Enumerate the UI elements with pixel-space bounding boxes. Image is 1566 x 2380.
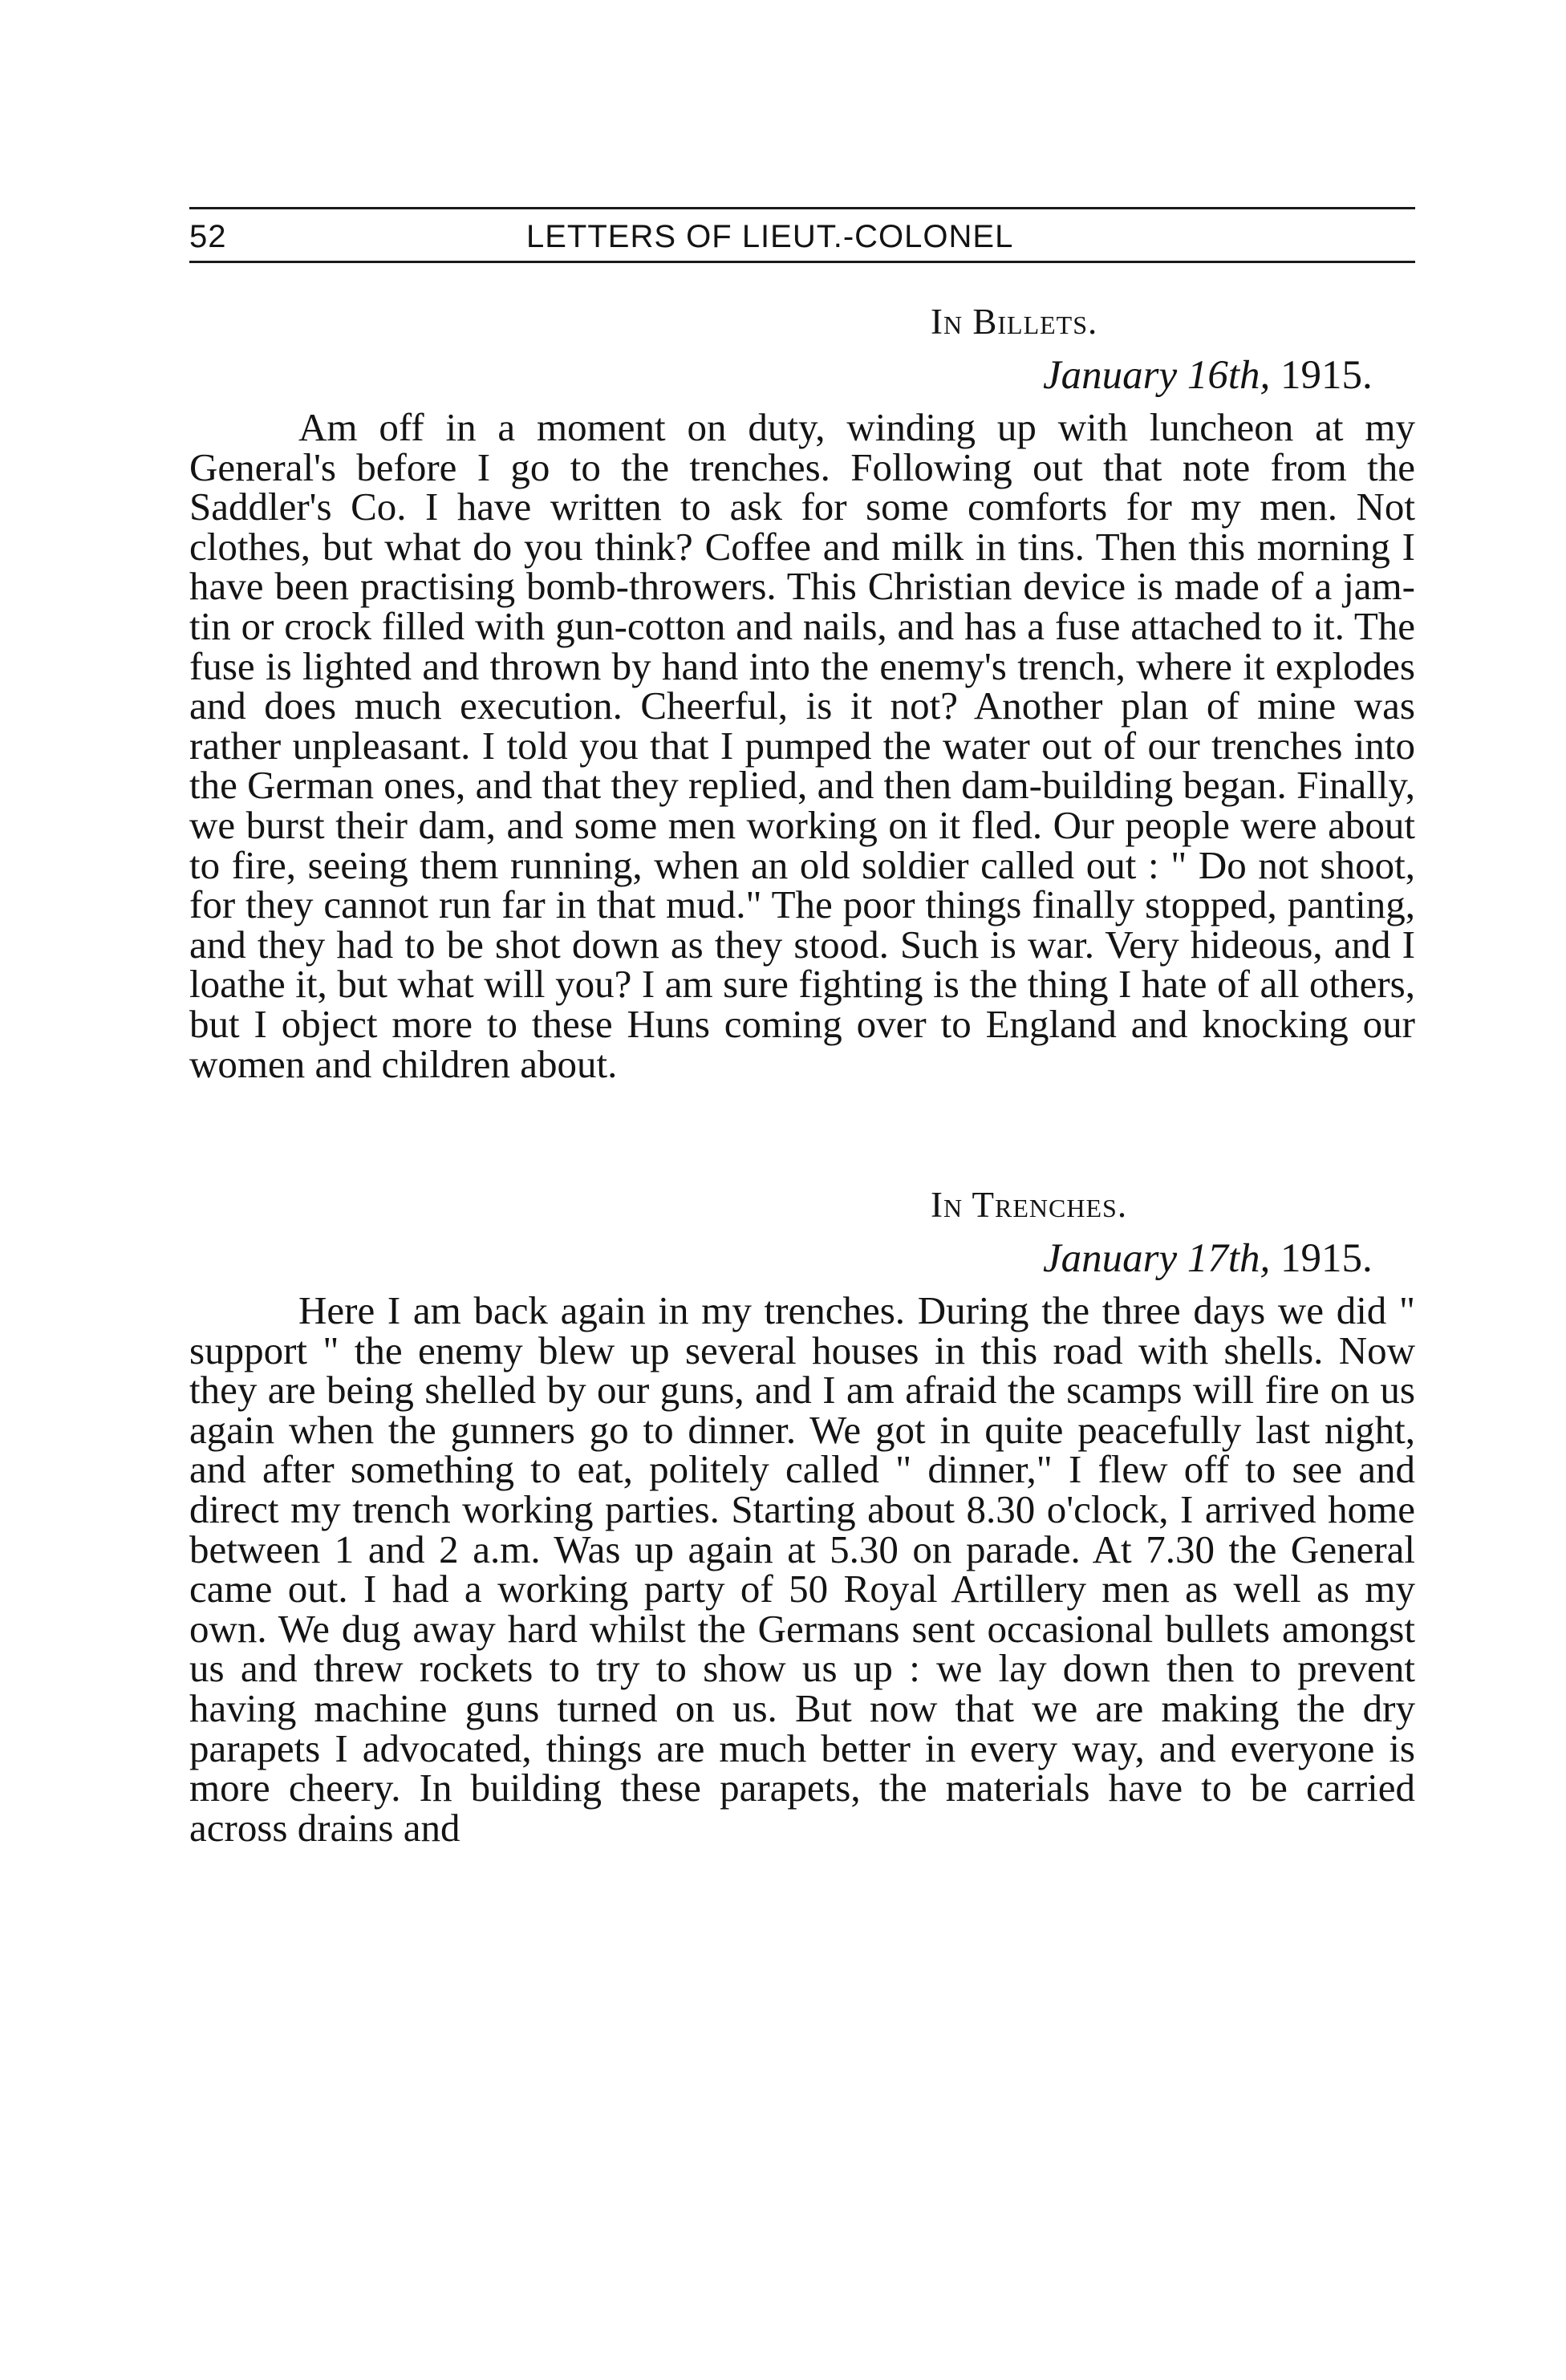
letter-date-year: 1915. bbox=[1270, 353, 1373, 398]
letter-place-heading: In Billets. bbox=[931, 302, 1098, 342]
letter-entry bbox=[189, 298, 1415, 1084]
letter-entry bbox=[189, 1182, 1415, 1850]
letter-date bbox=[1043, 351, 1415, 399]
running-head bbox=[189, 209, 1415, 261]
letter-date-month-day: January 16th, bbox=[1043, 353, 1271, 398]
running-head-title: LETTERS OF LIEUT.-COLONEL bbox=[526, 219, 1014, 254]
letter-date-month-day: January 17th, bbox=[1043, 1236, 1271, 1282]
head-rule bbox=[189, 261, 1415, 263]
letter-body: Here I am back again in my trenches. During the three days we did " support " the enemy blew up several houses in this road with shells. Now they are being shelled by our guns, and I am afraid the scamps will fire on us again when the gunners go to dinner. We got in quite peacefully last night, and after something to eat, politely called " dinner," I flew off to see and direct my trench working parties. Starting about 8.30 o'clock, I arrived home between 1 and 2 a.m. Was up again at 5.30 on parade. At 7.30 the General came out. I had a working party of 50 Royal Artillery men as well as my own. We dug away hard whilst the Germans sent occasional bullets amongst us and threw rockets to try to show us up : we lay down then to prevent having machine guns turned on us. But now that we are making the dry parapets I advocated, things are much better in every way, and everyone is more cheery. In building these parapets, the materials have to be carried across drains and bbox=[189, 1288, 1415, 1850]
page-number: 52 bbox=[189, 219, 227, 254]
letter-body: Am off in a moment on duty, winding up with luncheon at my General's before I go to the trenches. Following out that note from the Saddler's Co. I have written to ask for some comforts for my men. Not clothes, but what do you think? Coffee and milk in tins. Then this morning I have been practising bomb-throwers. This Christian device is made of a jam-tin or crock filled with gun-cotton and nails, and has a fuse attached to it. The fuse is lighted and thrown by hand into the enemy's trench, where it explodes and does much execution. Cheerful, is it not? Another plan of mine was rather unpleasant. I told you that I pumped the water out of our trenches into the German ones, and that they replied, and then dam-building began. Finally, we burst their dam, and some men working on it fled. Our people were about to fire, seeing them running, when an old soldier called out : " Do not shoot, for they cannot run far in that mud." The poor things finally stopped, panting, and they had to be shot down as they stood. Such is war. Very hideous, and I loathe it, but what will you? I am sure fighting is the thing I hate of all others, but I object more to these Huns coming over to England and knocking our women and children about. bbox=[189, 405, 1415, 1086]
letter-date-year: 1915. bbox=[1270, 1236, 1373, 1282]
book-page bbox=[189, 207, 1415, 1850]
letter-separator bbox=[189, 1084, 1415, 1146]
letter-date bbox=[1043, 1235, 1415, 1283]
letter-place-heading: In Trenches. bbox=[931, 1185, 1128, 1226]
